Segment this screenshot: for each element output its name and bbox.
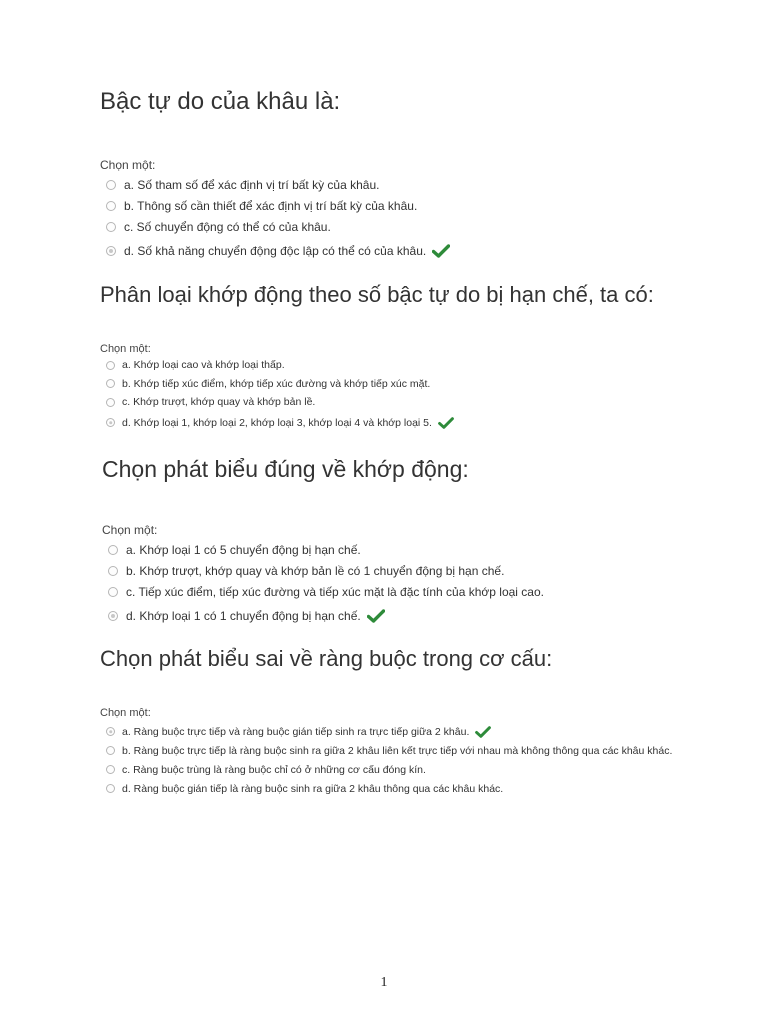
radio-selected-icon[interactable]	[106, 727, 115, 736]
radio-icon[interactable]	[106, 201, 116, 211]
answer-options	[106, 356, 454, 434]
choose-one-label: Chọn một:	[100, 158, 156, 172]
question-title: Chọn phát biểu đúng về khớp động:	[102, 456, 469, 482]
answer-options	[108, 539, 544, 629]
question-3	[102, 456, 544, 623]
radio-icon[interactable]	[108, 587, 118, 597]
radio-icon[interactable]	[106, 746, 115, 755]
choose-one-label: Chọn một:	[100, 707, 151, 719]
answer-option-b[interactable]	[106, 741, 672, 760]
question-title: Phân loại khớp động theo số bậc tự do bị hạn chế, ta có:	[100, 282, 654, 307]
question-title: Chọn phát biểu sai về ràng buộc trong cơ cấu:	[100, 646, 553, 671]
answer-option-c[interactable]	[106, 760, 672, 779]
radio-icon[interactable]	[106, 361, 115, 370]
option-label: a. Số tham số để xác định vị trí bất kỳ của khâu.	[124, 177, 380, 192]
check-icon	[475, 726, 491, 738]
answer-option-c[interactable]	[106, 216, 450, 237]
radio-icon[interactable]	[106, 222, 116, 232]
check-icon	[438, 417, 454, 429]
choose-one-label: Chọn một:	[100, 343, 151, 355]
radio-icon[interactable]	[106, 379, 115, 388]
answer-option-b[interactable]	[106, 195, 450, 216]
check-icon	[432, 244, 450, 258]
option-label: c. Ràng buộc trùng là ràng buộc chỉ có ở những cơ cấu đóng kín.	[122, 763, 426, 776]
radio-icon[interactable]	[106, 765, 115, 774]
option-label: b. Ràng buộc trực tiếp là ràng buộc sinh ra giữa 2 khâu liên kết trực tiếp với nhau mà không thông qua các khâu khác.	[122, 744, 673, 757]
option-label: c. Số chuyển động có thể có của khâu.	[124, 219, 331, 234]
radio-selected-icon[interactable]	[106, 418, 115, 427]
option-label: a. Khớp loại cao và khớp loại thấp.	[122, 359, 285, 372]
option-label: d. Ràng buộc gián tiếp là ràng buộc sinh ra giữa 2 khâu thông qua các khâu khác.	[122, 782, 504, 795]
answer-option-d[interactable]	[108, 602, 544, 629]
question-1	[100, 88, 427, 258]
radio-selected-icon[interactable]	[108, 611, 118, 621]
option-label: b. Thông số cần thiết để xác định vị trí bất kỳ của khâu.	[124, 198, 418, 213]
answer-option-a[interactable]	[106, 356, 454, 375]
option-label: c. Khớp trượt, khớp quay và khớp bản lề.	[122, 396, 316, 409]
answer-option-d[interactable]	[106, 779, 672, 798]
answer-option-c[interactable]	[108, 581, 544, 602]
radio-icon[interactable]	[106, 180, 116, 190]
answer-option-c[interactable]	[106, 393, 454, 412]
answer-option-a[interactable]	[106, 722, 672, 741]
question-2	[100, 282, 654, 429]
answer-option-b[interactable]	[106, 375, 454, 394]
page-number: 1	[380, 975, 388, 990]
choose-one-label: Chọn một:	[102, 523, 158, 537]
answer-option-a[interactable]	[106, 174, 450, 195]
option-label: a. Ràng buộc trực tiếp và ràng buộc gián tiếp sinh ra trực tiếp giữa 2 khâu.	[122, 725, 470, 738]
radio-icon[interactable]	[106, 398, 115, 407]
option-label: d. Khớp loại 1 có 1 chuyển động bị hạn chế.	[126, 608, 361, 623]
question-4	[100, 646, 673, 795]
radio-icon[interactable]	[108, 566, 118, 576]
answer-options	[106, 174, 450, 264]
radio-icon[interactable]	[106, 784, 115, 793]
option-label: c. Tiếp xúc điểm, tiếp xúc đường và tiếp xúc mặt là đặc tính của khớp loại cao.	[126, 584, 544, 599]
answer-option-b[interactable]	[108, 560, 544, 581]
radio-icon[interactable]	[108, 545, 118, 555]
answer-option-a[interactable]	[108, 539, 544, 560]
option-label: d. Số khả năng chuyển động độc lập có thể có của khâu.	[124, 243, 427, 258]
answer-options	[106, 722, 672, 798]
radio-selected-icon[interactable]	[106, 246, 116, 256]
check-icon	[367, 609, 385, 623]
option-label: b. Khớp tiếp xúc điểm, khớp tiếp xúc đường và khớp tiếp xúc mặt.	[122, 377, 431, 390]
option-label: a. Khớp loại 1 có 5 chuyển động bị hạn chế.	[126, 542, 361, 557]
answer-option-d[interactable]	[106, 237, 450, 264]
answer-option-d[interactable]	[106, 412, 454, 434]
option-label: d. Khớp loại 1, khớp loại 2, khớp loại 3, khớp loại 4 và khớp loại 5.	[122, 416, 432, 429]
question-title: Bậc tự do của khâu là:	[100, 88, 341, 115]
option-label: b. Khớp trượt, khớp quay và khớp bản lề có 1 chuyển động bị hạn chế.	[126, 563, 505, 578]
